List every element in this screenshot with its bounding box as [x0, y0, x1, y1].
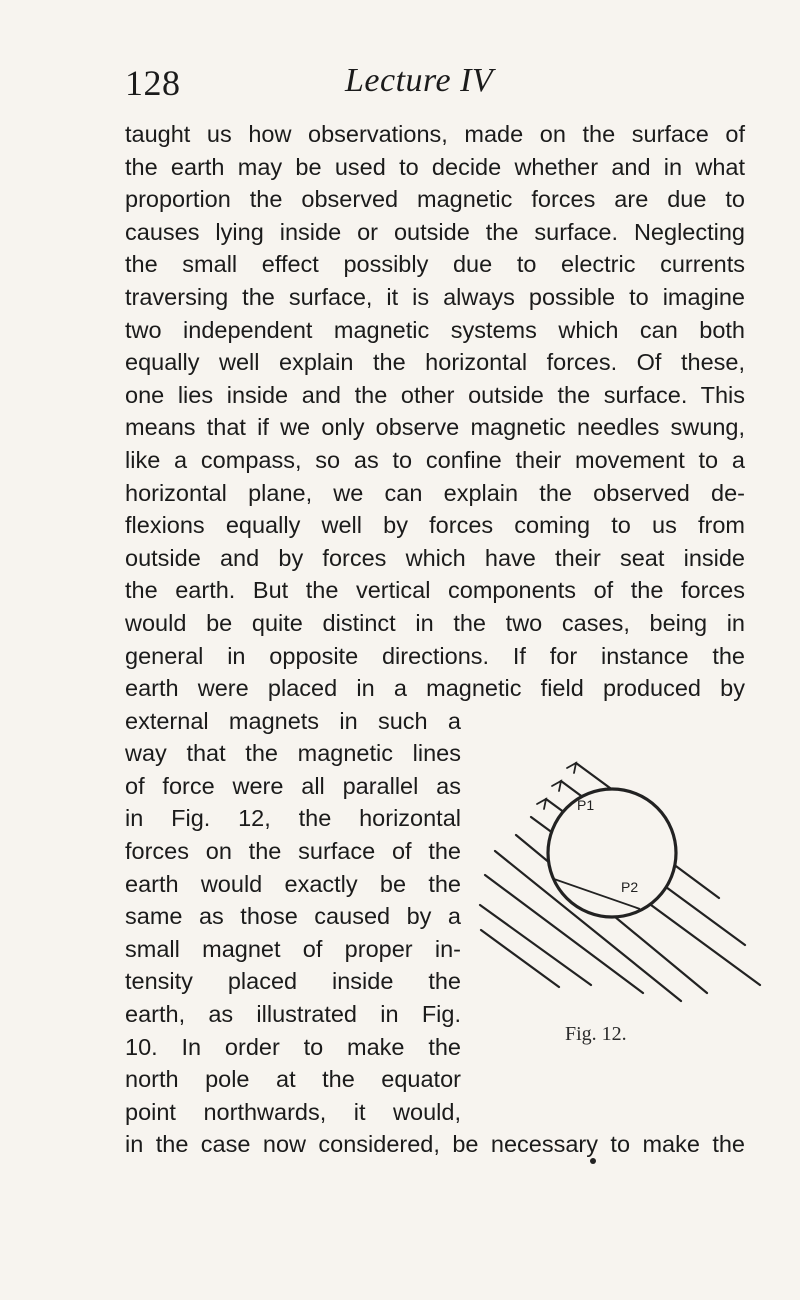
text-line: would be quite distinct in the two cases, being in [125, 609, 745, 636]
text-line: traversing the surface, it is always possible to imagine [125, 283, 745, 310]
text-line: flexions equally well by forces coming to us from [125, 512, 745, 539]
text-line: causes lying inside or outside the surface. Neglecting [125, 218, 745, 245]
text-line: the small effect possibly due to electric currents [125, 251, 745, 278]
text-line: same as those caused by a [125, 903, 461, 930]
text-line: outside and by forces which have their seat inside [125, 544, 745, 571]
figure-12 [475, 755, 765, 1015]
text-line: taught us how observations, made on the surface of [125, 121, 745, 147]
text-line: earth were placed in a magnetic field produced by [125, 675, 745, 702]
text-line: equally well explain the horizontal forces. Of these, [125, 349, 745, 376]
text-line: earth would exactly be the [125, 870, 461, 897]
page-number: 128 [125, 63, 181, 103]
text-line: two independent magnetic systems which can both [125, 316, 745, 343]
text-line: way that the magnetic lines [125, 740, 461, 767]
field-line [481, 930, 559, 987]
label-p1: P1 [577, 797, 595, 813]
text-line: in Fig. 12, the horizontal [125, 805, 461, 832]
text-line: the earth. But the vertical components of the forces [125, 577, 745, 604]
field-line [480, 905, 591, 985]
field-arrowheads [537, 763, 576, 809]
text-line: in the case now considered, be necessary to make the [125, 1131, 745, 1158]
field-line [495, 851, 681, 1001]
page-header [125, 62, 745, 112]
text-line: general in opposite directions. If for instance the [125, 642, 745, 669]
text-line: like a compass, so as to confine their movement to a [125, 446, 745, 473]
text-line: means that if we only observe magnetic needles swung, [125, 414, 745, 441]
field-line [485, 875, 643, 993]
text-line: 10. In order to make the [125, 1033, 461, 1060]
page-dot [590, 1158, 596, 1164]
text-line: the earth may be used to decide whether and in what [125, 153, 745, 180]
label-p2: P2 [621, 879, 639, 895]
text-line: proportion the observed magnetic forces are due to [125, 186, 745, 213]
text-line: point northwards, it would, [125, 1098, 461, 1125]
running-title: Lecture IV [345, 62, 494, 99]
text-line: tensity placed inside the [125, 968, 461, 995]
text-line: horizontal plane, we can explain the observed de- [125, 479, 745, 506]
text-line: forces on the surface of the [125, 838, 461, 865]
field-line [546, 799, 745, 945]
text-line: earth, as illustrated in Fig. [125, 1001, 461, 1028]
text-line: of force were all parallel as [125, 772, 461, 799]
earth-circle [548, 789, 676, 917]
text-line: external magnets in such a [125, 707, 461, 734]
text-line: small magnet of proper in- [125, 935, 461, 962]
text-line: north pole at the equator [125, 1066, 461, 1093]
field-line [576, 763, 663, 827]
figure-caption: Fig. 12. [565, 1023, 627, 1045]
field-line [531, 817, 760, 985]
text-line: one lies inside and the other outside the surface. This [125, 381, 745, 408]
